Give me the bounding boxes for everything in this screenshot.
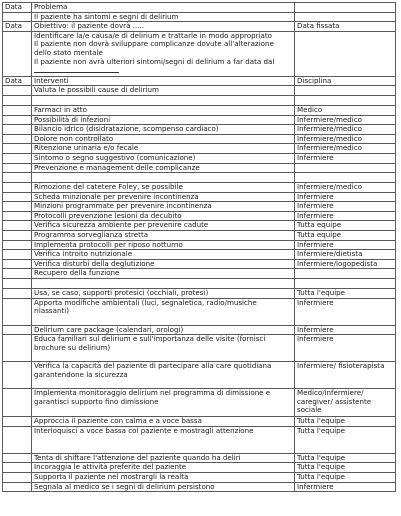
objectives-row	[3, 31, 396, 76]
intervention-text: Verifica introito nutrizionale	[32, 250, 295, 260]
intervention-row	[3, 192, 396, 202]
date-cell	[3, 183, 32, 193]
date-cell	[3, 86, 32, 96]
recovery-group	[3, 289, 396, 492]
section-recovery: Recupero della funzione	[32, 269, 295, 279]
date-cell	[3, 240, 32, 250]
care-plan-table	[2, 2, 396, 492]
date-cell	[3, 105, 32, 115]
date-cell	[3, 298, 32, 325]
date-cell	[3, 269, 32, 279]
discipline-text: Infermiere	[295, 202, 396, 212]
date-cell	[3, 482, 32, 492]
intervention-row	[3, 259, 396, 269]
intervention-row	[3, 453, 396, 463]
intervention-text: Protocolli prevenzione lesioni da decubito	[32, 211, 295, 221]
empty-cell	[295, 95, 396, 105]
empty-cell	[295, 31, 396, 76]
intervention-header-row	[3, 76, 396, 86]
discipline-text: Infermiere	[295, 153, 396, 163]
intervention-text: Segnala al medico se i segni di delirium persistono	[32, 482, 295, 492]
complications-group	[3, 183, 396, 269]
section-row	[3, 86, 396, 96]
date-cell	[3, 279, 32, 289]
objective-1: Identificare la/e causa/e di delirium e trattarle in modo appropriato	[34, 31, 272, 40]
intervention-header: Interventi	[32, 76, 295, 86]
intervention-text: Apporta modifiche ambientali (luci, segnaletica, radio/musiche rilassanti)	[32, 298, 295, 325]
fixed-date-header: Data fissata	[295, 22, 396, 32]
date-cell	[3, 335, 32, 362]
intervention-row	[3, 134, 396, 144]
intervention-row	[3, 125, 396, 135]
discipline-text: Infermiere/medico	[295, 183, 396, 193]
intervention-row	[3, 362, 396, 389]
date-cell	[3, 31, 32, 76]
objectives-cell	[32, 31, 295, 76]
date-cell	[3, 453, 32, 463]
section-row	[3, 269, 396, 279]
date-cell	[3, 259, 32, 269]
date-cell	[3, 211, 32, 221]
date-cell	[3, 173, 32, 183]
date-cell	[3, 325, 32, 335]
discipline-text: Infermiere	[295, 335, 396, 362]
problem-text: Il paziente ha sintomi e segni di delirium	[32, 12, 295, 22]
intervention-row	[3, 211, 396, 221]
discipline-text: Infermiere/medico	[295, 144, 396, 154]
intervention-text: Approccia il paziente con calma e a voce bassa	[32, 417, 295, 427]
problem-header-row	[3, 3, 396, 13]
date-cell	[3, 12, 32, 22]
date-cell	[3, 426, 32, 453]
empty-cell	[295, 12, 396, 22]
discipline-text: Infermiere/dietista	[295, 250, 396, 260]
discipline-text: Tutta l'equipe	[295, 289, 396, 299]
intervention-row	[3, 240, 396, 250]
discipline-text: Tutta equipe	[295, 231, 396, 241]
intervention-text: Educa familiari sul delirium e sull'importanza delle visite (fornisci brochure su delirium)	[32, 335, 295, 362]
intervention-text: Supporta il paziente nel mostrargli la realtà	[32, 473, 295, 483]
intervention-text: Minzioni programmate per prevenire incontinenza	[32, 202, 295, 212]
intervention-text: Incoraggia le attività preferite del paziente	[32, 463, 295, 473]
date-cell	[3, 289, 32, 299]
empty-cell	[295, 3, 396, 13]
date-header: Data	[3, 22, 32, 32]
date-header: Data	[3, 3, 32, 13]
date-cell	[3, 134, 32, 144]
discipline-text: Tutta l'equipe	[295, 453, 396, 463]
section-complications: Prevenzione e management delle complicanze	[32, 163, 295, 173]
discipline-text: Infermiere	[295, 240, 396, 250]
intervention-row	[3, 298, 396, 325]
discipline-text: Infermiere/medico	[295, 115, 396, 125]
discipline-text: Infermiere	[295, 192, 396, 202]
discipline-text: Infermiere	[295, 325, 396, 335]
intervention-text: Rimozione del catetere Foley, se possibile	[32, 183, 295, 193]
intervention-text: Possibilità di infezioni	[32, 115, 295, 125]
intervention-row	[3, 202, 396, 212]
date-cell	[3, 389, 32, 417]
empty-cell	[295, 279, 396, 289]
intervention-row	[3, 105, 396, 115]
intervention-row	[3, 289, 396, 299]
empty-cell	[295, 163, 396, 173]
discipline-text: Infermiere	[295, 298, 396, 325]
intervention-row	[3, 115, 396, 125]
date-cell	[3, 115, 32, 125]
date-blank-line	[34, 66, 119, 73]
intervention-text: Usa, se caso, supporti protesici (occhiali, protesi)	[32, 289, 295, 299]
spacer-cell	[32, 279, 295, 289]
intervention-row	[3, 417, 396, 427]
intervention-text: Verifica sicurezza ambiente per prevenire cadute	[32, 221, 295, 231]
intervention-row	[3, 183, 396, 193]
date-cell	[3, 463, 32, 473]
intervention-row	[3, 153, 396, 163]
causes-group	[3, 105, 396, 163]
problem-row	[3, 12, 396, 22]
intervention-text: Bilancio idrico (disidratazione, scompenso cardiaco)	[32, 125, 295, 135]
discipline-text: Infermiere	[295, 482, 396, 492]
discipline-header: Disciplina	[295, 76, 396, 86]
intervention-row	[3, 473, 396, 483]
discipline-text: Infermiere/ fisioterapista	[295, 362, 396, 389]
empty-cell	[295, 173, 396, 183]
date-cell	[3, 125, 32, 135]
intervention-text: Ritenzione urinaria e/o fecale	[32, 144, 295, 154]
intervention-text: Farmaci in atto	[32, 105, 295, 115]
date-cell	[3, 250, 32, 260]
discipline-text: Infermiere/medico	[295, 125, 396, 135]
intervention-text: Dolore non controllato	[32, 134, 295, 144]
intervention-text: Verifica la capacità del paziente di partecipare alla care quotidiana garantendone la sicurezza	[32, 362, 295, 389]
intervention-row	[3, 463, 396, 473]
intervention-row	[3, 426, 396, 453]
discipline-text: Medico/infermiere/ caregiver/ assistente sociale	[295, 389, 396, 417]
discipline-text: Tutta equipe	[295, 221, 396, 231]
discipline-text: Tutta l'equipe	[295, 473, 396, 483]
discipline-text: Infermiere	[295, 211, 396, 221]
intervention-text: Implementa monitoraggio delirium nel programma di dimissione e garantisci supporto fino dimissione	[32, 389, 295, 417]
date-cell	[3, 192, 32, 202]
intervention-row	[3, 335, 396, 362]
intervention-row	[3, 389, 396, 417]
intervention-row	[3, 482, 396, 492]
intervention-text: Tenta di shiftare l'attenzione del paziente quando ha deliri	[32, 453, 295, 463]
intervention-text: Programma sorveglianza stretta	[32, 231, 295, 241]
spacer-row	[3, 173, 396, 183]
spacer-row	[3, 279, 396, 289]
intervention-row	[3, 221, 396, 231]
date-cell	[3, 202, 32, 212]
spacer-cell	[32, 95, 295, 105]
empty-cell	[295, 269, 396, 279]
date-cell	[3, 473, 32, 483]
intervention-row	[3, 325, 396, 335]
discipline-text: Tutta l'equipe	[295, 417, 396, 427]
date-cell	[3, 221, 32, 231]
date-cell	[3, 163, 32, 173]
date-cell	[3, 144, 32, 154]
date-cell	[3, 362, 32, 389]
empty-cell	[295, 86, 396, 96]
spacer-cell	[32, 173, 295, 183]
intervention-row	[3, 144, 396, 154]
section-row	[3, 163, 396, 173]
discipline-text: Tutta l'equipe	[295, 463, 396, 473]
intervention-text: Sintomo o segno suggestivo (comunicazione)	[32, 153, 295, 163]
intervention-row	[3, 250, 396, 260]
intervention-text: Delirium care package (calendari, orologi)	[32, 325, 295, 335]
date-cell	[3, 231, 32, 241]
section-causes: Valuta le possibili cause di delirium	[32, 86, 295, 96]
discipline-text: Infermiere/logopedista	[295, 259, 396, 269]
intervention-text: Interloquisci a voce bassa col paziente e mostragli attenzione	[32, 426, 295, 453]
intervention-row	[3, 231, 396, 241]
intervention-text: Scheda minzionale per prevenire incontinenza	[32, 192, 295, 202]
spacer-row	[3, 95, 396, 105]
date-cell	[3, 417, 32, 427]
problem-header: Problema	[32, 3, 295, 13]
discipline-text: Tutta l'equipe	[295, 426, 396, 453]
objective-3	[34, 58, 292, 76]
date-cell	[3, 95, 32, 105]
discipline-text: Medico	[295, 105, 396, 115]
objective-header: Obiettivo: il paziente dovrà .....	[32, 22, 295, 32]
intervention-text: Verifica disturbi della deglutizione	[32, 259, 295, 269]
date-header: Data	[3, 76, 32, 86]
intervention-text: Implementa protocolli per riposo notturno	[32, 240, 295, 250]
objective-3-text: Il paziente non avrà ulteriori sintomi/segni di delirium a far data dal	[34, 56, 275, 66]
objective-2: Il paziente non dovrà sviluppare complicanze dovute all'alterazione dello stato mentale	[34, 39, 274, 57]
discipline-text: Infermiere/medico	[295, 134, 396, 144]
objective-header-row	[3, 22, 396, 32]
date-cell	[3, 153, 32, 163]
